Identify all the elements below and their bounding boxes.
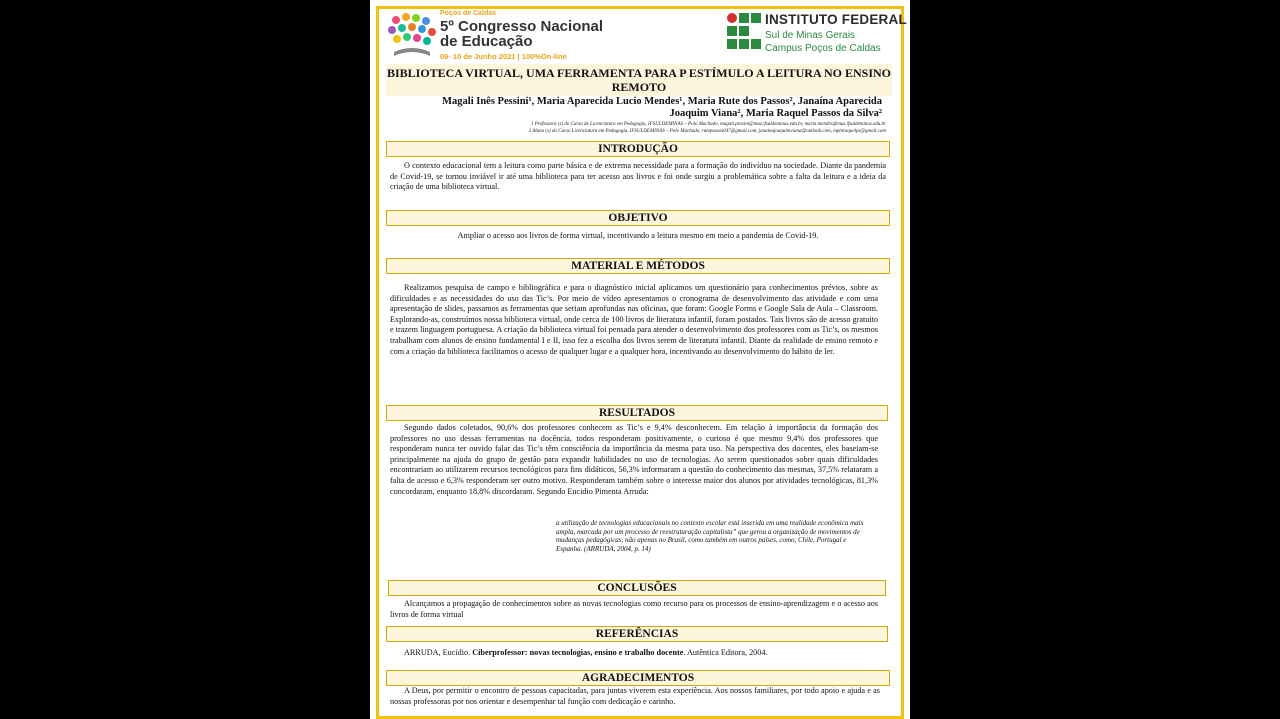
objective-text: Ampliar o acesso aos livros de forma virtual, incentivando a leitura mesmo em meio a pandemia de Covid-19.: [457, 231, 819, 240]
conclusions-text: Alcançamos a propagação de conhecimentos sobre as novas tecnologias como recurso para os processos de ensino-aprendizagem e o acesso aos livros de forma virtual: [390, 599, 878, 619]
authors-line-2: Joaquim Viana², Maria Raquel Passos da Silva²: [669, 108, 882, 119]
acknowledgements-text: A Deus, por permitir o encontro de pessoas capacitadas, para juntas viverem esta experiência. Aos nossos familiares, por todo apoio e ajuda e as nossas professoras por nos orientar e desempenhar tal função com dedicação e carinho.: [390, 686, 880, 706]
congress-title-line1: 5º Congresso Nacional: [440, 18, 604, 35]
institute-subtitle-2: Campus Poços de Caldas: [765, 43, 881, 54]
footnote-2: 2 Aluna (s) do Curso Licenciatura em Pedagogia, IFSULDEMINAS – Polo Machado, rutepassos047@gmail.com, janainajoaquimviana@outlook.com, mpmraquelps@gmail.com: [528, 129, 886, 134]
poster-title: BIBLIOTECA VIRTUAL, UMA FERRAMENTA PARA P ESTÍMULO A LEITURA NO ENSINO REMOTO: [386, 66, 891, 94]
institute-subtitle-1: Sul de Minas Gerais: [765, 30, 856, 41]
section-heading-objective: OBJETIVO: [386, 210, 890, 226]
congress-title: [440, 19, 620, 49]
congress-date: 09- 10 de Junho 2021 | 100%On-line: [440, 52, 567, 61]
section-heading-references: REFERÊNCIAS: [386, 626, 888, 642]
section-heading-introduction: INTRODUÇÃO: [386, 141, 890, 157]
authors-line-1: Magali Inês Pessini¹, Maria Aparecida Lucio Mendes¹, Maria Rute dos Passos², Janaína Aparecida: [442, 96, 882, 107]
institute-name: INSTITUTO FEDERAL: [765, 12, 907, 27]
congress-city: Poços de Caldas: [440, 10, 497, 17]
reference-publisher: . Autêntica Editora, 2004.: [683, 648, 768, 657]
results-text: Segundo dados coletados, 90,6% dos professores conhecem as Tic’s e 9,4% desconhecem. Em relação à importância da formação dos professores no uso dessas ferramentas na docência, todos responderam positivamente, o curioso é que mesmo 9,4% dos professores que responderam nunca ter ouvido falar das Tic’s têm consciência da importância da mesma para uso. Na perspectiva dos docentes, eles baseiam-se principalmente na ajuda do grupo de gestão para expandir habilidades no uso de tecnologias. Ao serem questionados sobre quais dificuldades encontrariam ao utilizarem recursos tecnológicos para fins didáticos, 56,3% informaram a questão do conhecimento das mesmas, 37,5% relataram a falta de acesso e 6,3% responderam ser outro motivo. Responderam também sobre o interesse maior dos alunos por atividades tecnológicas, 81,3% concordaram, enquanto 18,8% discordaram. Segundo Eucidio Pimenta Arruda:: [390, 423, 878, 496]
introduction-text: O contexto educacional tem a leitura como parte básica e de extrema necessidade para a formação do indivíduo na sociedade. Diante da pandemia de Covid-19, se tornou inviável ir até uma biblioteca para ter acesso aos livros e foi onde surgiu a problemática sobre a falta da leitura e a ideia da criação de uma biblioteca virtual.: [390, 161, 886, 192]
methods-text: Realizamos pesquisa de campo e bibliográfica e para o diagnóstico inicial aplicamos um questionário para conhecimentos prévios, sobre as dificuldades e as necessidades do uso das Tic’s. Por meio de vídeo apresentamos o cronograma de desenvolvimento das atividade e com uma apresentação de slides, passamos as ferramentas que seriam aprofundas nas oficinas, que foram: Google Forms e Google Sala de Aula – Classroom. Explorando-as, construímos nossa biblioteca virtual, onde cerca de 100 livros de literatura infantil, foram postados. Tais livros são de acesso gratuito e trazem linguagem portuguesa. A criação da biblioteca virtual foi pensada para atender o desenvolvimento dos professores com as Tic’s, os mesmos trabalham com alunos de ensino fundamental I e II, isso fez a escolha dos livros serem de literatura infantil. Diante da realidade de ensino remoto e com a criação da biblioteca facilitamos o acesso de qualquer lugar e a qualquer hora, incentivando ao desenvolvimento do hábito de ler.: [390, 283, 878, 356]
section-heading-results: RESULTADOS: [386, 405, 888, 421]
poster-page: [370, 0, 910, 719]
institute-logo-icon: [726, 12, 762, 54]
references-text: [404, 648, 874, 659]
reference-author: ARRUDA, Eucídio.: [404, 648, 473, 657]
section-heading-methods: MATERIAL E MÉTODOS: [386, 258, 890, 274]
section-heading-conclusions: CONCLUSÕES: [388, 580, 886, 596]
congress-logo-icon: [386, 12, 438, 60]
footnote-1: 1 Professora (s) do Curso de Licenciatura em Pedagogia, IFSULDEMINAS – Polo Machado, magali.pessini@muz.ifsuldeminas.edu.br, maria.mendes@muz.ifsuldeminas.edu.br: [531, 122, 886, 127]
congress-title-line2: de Educação: [440, 33, 533, 50]
reference-title: Ciberprofessor: novas tecnologias, ensino e trabalho docente: [472, 648, 684, 657]
results-quote: a utilização de tecnologias educacionais no contexto escolar está inserida em uma realidade econômica mais ampla, marcada por um processo de reestruturação capitalista” que gerou a organização de movimentos de mudanças pedagógicas, não apenas no Brasil, como também em outros países, como, Chile, Portugal e Espanha. (ARRUDA, 2004, p. 14): [556, 519, 864, 554]
section-heading-acknowledgements: AGRADECIMENTOS: [386, 670, 890, 686]
